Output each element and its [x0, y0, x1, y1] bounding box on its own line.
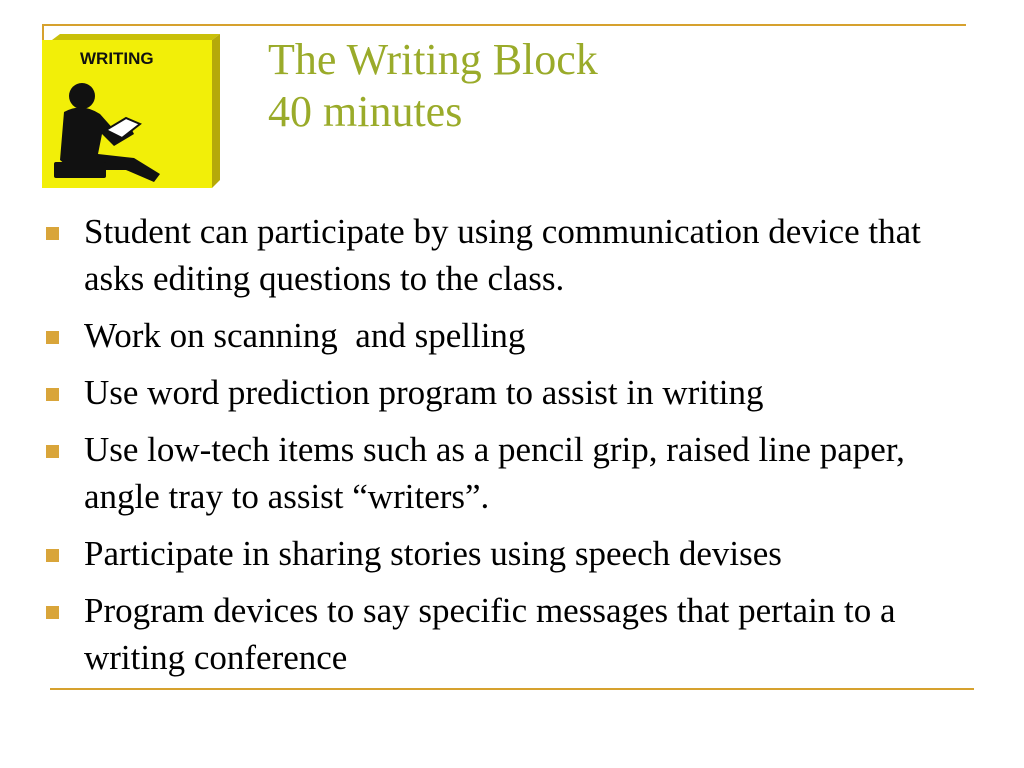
logo-box-top	[52, 34, 220, 40]
bullet-text: Work on scanning and spelling	[84, 316, 526, 355]
bullet-item	[42, 312, 982, 359]
top-rule	[42, 24, 966, 26]
slide-title	[268, 34, 968, 138]
bullet-square-icon	[46, 227, 59, 240]
title-line-2: 40 minutes	[268, 87, 463, 136]
bullet-item	[42, 530, 982, 577]
bullet-text: Participate in sharing stories using speech devises	[84, 534, 782, 573]
bullet-text: Use word prediction program to assist in writing	[84, 373, 764, 412]
bullet-text: Use low-tech items such as a pencil grip, raised line paper, angle tray to assist “writers”.	[84, 430, 905, 516]
bullet-text: Student can participate by using communication device that asks editing questions to the class.	[84, 212, 921, 298]
bullet-item	[42, 208, 982, 302]
bullet-square-icon	[46, 445, 59, 458]
bullet-text: Program devices to say specific messages that pertain to a writing conference	[84, 591, 896, 677]
bullet-item	[42, 426, 982, 520]
bullet-item	[42, 587, 982, 681]
bullet-item	[42, 369, 982, 416]
bullet-square-icon	[46, 388, 59, 401]
bottom-rule	[50, 688, 974, 690]
bullet-square-icon	[46, 331, 59, 344]
bullet-square-icon	[46, 549, 59, 562]
bullet-list	[42, 208, 982, 691]
writing-logo	[42, 34, 220, 188]
logo-box-side	[212, 34, 220, 188]
title-line-1: The Writing Block	[268, 35, 598, 84]
bullet-square-icon	[46, 606, 59, 619]
logo-label: WRITING	[80, 49, 154, 68]
